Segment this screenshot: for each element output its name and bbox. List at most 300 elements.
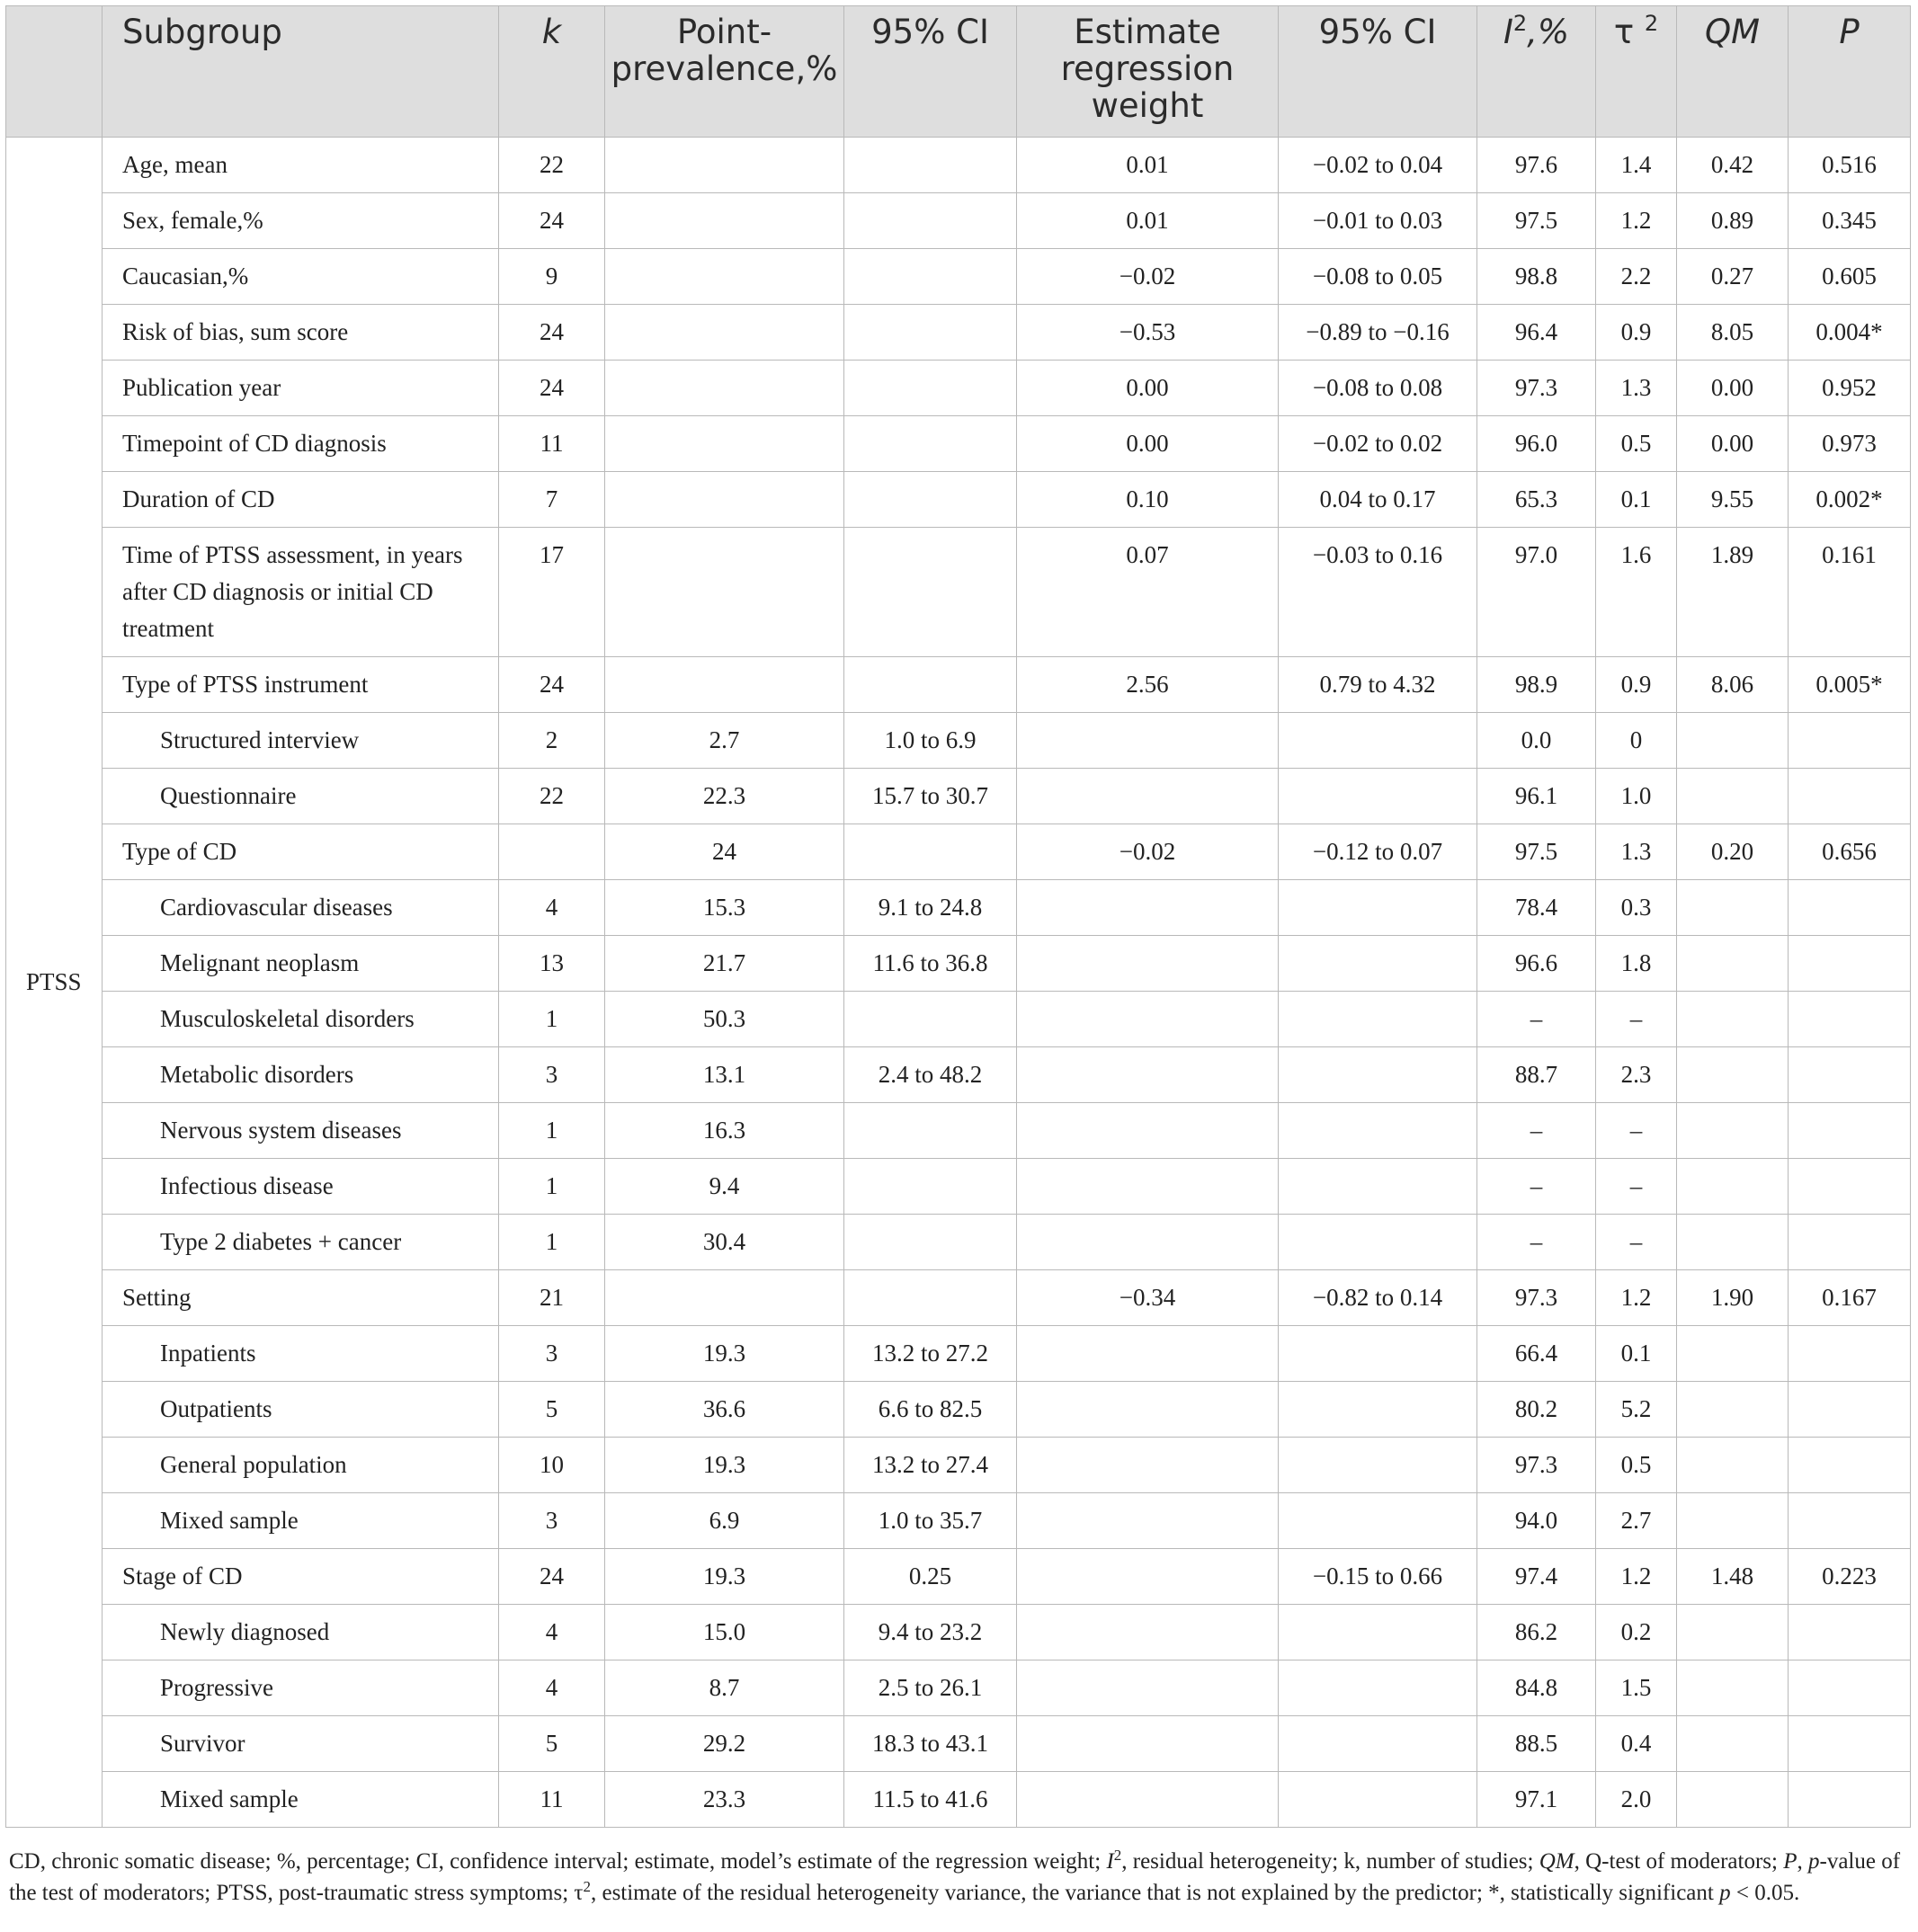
cell-i2: 97.3 <box>1477 1270 1596 1326</box>
table-row <box>6 936 1911 992</box>
footnote-part7: < 0.05. <box>1730 1881 1800 1905</box>
cell-estimate: 0.01 <box>1017 138 1279 193</box>
cell-point-prevalence <box>605 528 844 657</box>
cell-i2: 0.0 <box>1477 713 1596 769</box>
cell-point-prevalence: 30.4 <box>605 1215 844 1270</box>
cell-estimate <box>1017 769 1279 824</box>
cell-estimate <box>1017 1326 1279 1382</box>
cell-estimate: 2.56 <box>1017 657 1279 713</box>
table-row <box>6 657 1911 713</box>
cell-qm: 8.05 <box>1677 305 1789 361</box>
footnote-part3: , Q-test of moderators; <box>1574 1849 1784 1874</box>
cell-p <box>1789 1438 1911 1493</box>
cell-i2: 96.4 <box>1477 305 1596 361</box>
cell-i2: 88.5 <box>1477 1716 1596 1772</box>
cell-qm <box>1677 1326 1789 1382</box>
cell-subgroup-label: Mixed sample <box>103 1772 499 1828</box>
cell-subgroup-label: Nervous system diseases <box>103 1103 499 1159</box>
cell-ci-estimate <box>1279 880 1477 936</box>
cell-qm <box>1677 1493 1789 1549</box>
cell-k <box>499 824 605 880</box>
table-row <box>6 528 1911 657</box>
cell-i2: 65.3 <box>1477 472 1596 528</box>
cell-i2: 97.3 <box>1477 1438 1596 1493</box>
cell-point-prevalence: 22.3 <box>605 769 844 824</box>
cell-point-prevalence: 6.9 <box>605 1493 844 1549</box>
cell-qm <box>1677 1605 1789 1660</box>
cell-ci-estimate <box>1279 936 1477 992</box>
cell-qm: 0.00 <box>1677 416 1789 472</box>
cell-tau2: 1.2 <box>1596 193 1677 249</box>
header-ci-prevalence: 95% CI <box>844 6 1017 138</box>
cell-estimate <box>1017 713 1279 769</box>
cell-ci-prevalence <box>844 657 1017 713</box>
cell-p <box>1789 936 1911 992</box>
cell-i2: – <box>1477 1103 1596 1159</box>
cell-k: 1 <box>499 1103 605 1159</box>
cell-qm <box>1677 1438 1789 1493</box>
cell-k: 24 <box>499 657 605 713</box>
cell-qm: 1.89 <box>1677 528 1789 657</box>
cell-subgroup-label: Metabolic disorders <box>103 1047 499 1103</box>
cell-p: 0.605 <box>1789 249 1911 305</box>
cell-i2: 97.4 <box>1477 1549 1596 1605</box>
cell-subgroup-label: Duration of CD <box>103 472 499 528</box>
cell-tau2: 1.0 <box>1596 769 1677 824</box>
cell-tau2: 5.2 <box>1596 1382 1677 1438</box>
header-k: k <box>499 6 605 138</box>
cell-estimate <box>1017 1047 1279 1103</box>
table-row <box>6 193 1911 249</box>
cell-ci-estimate <box>1279 1605 1477 1660</box>
cell-tau2: 2.0 <box>1596 1772 1677 1828</box>
cell-p <box>1789 769 1911 824</box>
cell-ci-estimate: −0.12 to 0.07 <box>1279 824 1477 880</box>
cell-i2: – <box>1477 992 1596 1047</box>
cell-estimate: −0.02 <box>1017 249 1279 305</box>
cell-k: 22 <box>499 138 605 193</box>
cell-p: 0.656 <box>1789 824 1911 880</box>
header-estimate: Estimate regression weight <box>1017 6 1279 138</box>
cell-p: 0.002* <box>1789 472 1911 528</box>
cell-point-prevalence: 19.3 <box>605 1326 844 1382</box>
cell-k: 9 <box>499 249 605 305</box>
cell-qm <box>1677 1103 1789 1159</box>
cell-k: 24 <box>499 361 605 416</box>
cell-point-prevalence: 13.1 <box>605 1047 844 1103</box>
cell-subgroup-label: Progressive <box>103 1660 499 1716</box>
cell-estimate <box>1017 1605 1279 1660</box>
header-i2-sup: 2 <box>1512 11 1528 36</box>
cell-subgroup-label: Mixed sample <box>103 1493 499 1549</box>
cell-i2: 97.6 <box>1477 138 1596 193</box>
cell-i2: 84.8 <box>1477 1660 1596 1716</box>
cell-estimate <box>1017 1382 1279 1438</box>
cell-tau2: 0.3 <box>1596 880 1677 936</box>
table-row <box>6 1660 1911 1716</box>
cell-i2: 97.5 <box>1477 824 1596 880</box>
table-row <box>6 1772 1911 1828</box>
header-i2-base: I <box>1503 13 1513 51</box>
cell-point-prevalence: 23.3 <box>605 1772 844 1828</box>
cell-estimate: −0.53 <box>1017 305 1279 361</box>
cell-k: 3 <box>499 1047 605 1103</box>
cell-i2: 97.1 <box>1477 1772 1596 1828</box>
cell-qm: 1.90 <box>1677 1270 1789 1326</box>
cell-p <box>1789 1382 1911 1438</box>
cell-k: 24 <box>499 305 605 361</box>
table-row <box>6 1605 1911 1660</box>
cell-ci-prevalence <box>844 305 1017 361</box>
cell-ci-estimate: −0.02 to 0.02 <box>1279 416 1477 472</box>
footnote-part4: , <box>1797 1849 1808 1874</box>
cell-subgroup-label: Inpatients <box>103 1326 499 1382</box>
cell-k: 3 <box>499 1326 605 1382</box>
cell-ci-estimate: −0.08 to 0.08 <box>1279 361 1477 416</box>
table-row <box>6 1549 1911 1605</box>
cell-ci-estimate: 0.79 to 4.32 <box>1279 657 1477 713</box>
cell-i2: 80.2 <box>1477 1382 1596 1438</box>
cell-subgroup-label: Survivor <box>103 1716 499 1772</box>
cell-ci-estimate: −0.02 to 0.04 <box>1279 138 1477 193</box>
cell-ci-prevalence: 1.0 to 35.7 <box>844 1493 1017 1549</box>
cell-p: 0.973 <box>1789 416 1911 472</box>
cell-i2: 96.0 <box>1477 416 1596 472</box>
table-row <box>6 1159 1911 1215</box>
cell-ci-prevalence <box>844 249 1017 305</box>
cell-point-prevalence: 29.2 <box>605 1716 844 1772</box>
cell-p <box>1789 1215 1911 1270</box>
cell-ci-estimate <box>1279 713 1477 769</box>
cell-p: 0.161 <box>1789 528 1911 657</box>
cell-tau2: 1.2 <box>1596 1270 1677 1326</box>
cell-tau2: 0.5 <box>1596 1438 1677 1493</box>
cell-ci-estimate: −0.03 to 0.16 <box>1279 528 1477 657</box>
cell-estimate <box>1017 1549 1279 1605</box>
cell-i2: 97.3 <box>1477 361 1596 416</box>
cell-ci-estimate <box>1279 1215 1477 1270</box>
cell-tau2: 0.1 <box>1596 1326 1677 1382</box>
cell-ci-estimate <box>1279 1047 1477 1103</box>
cell-subgroup-label: Setting <box>103 1270 499 1326</box>
cell-estimate <box>1017 1772 1279 1828</box>
cell-i2: 66.4 <box>1477 1326 1596 1382</box>
cell-k: 3 <box>499 1493 605 1549</box>
cell-k: 4 <box>499 880 605 936</box>
cell-ci-estimate <box>1279 1772 1477 1828</box>
cell-p: 0.004* <box>1789 305 1911 361</box>
cell-qm: 0.42 <box>1677 138 1789 193</box>
cell-estimate <box>1017 880 1279 936</box>
footnote-p-sig: p <box>1719 1881 1731 1905</box>
cell-subgroup-label: Age, mean <box>103 138 499 193</box>
cell-ci-prevalence: 9.4 to 23.2 <box>844 1605 1017 1660</box>
cell-tau2: 1.3 <box>1596 361 1677 416</box>
table-row <box>6 880 1911 936</box>
cell-subgroup-label: General population <box>103 1438 499 1493</box>
cell-i2: – <box>1477 1159 1596 1215</box>
cell-tau2: 1.3 <box>1596 824 1677 880</box>
table-body <box>6 138 1911 1828</box>
cell-qm: 0.20 <box>1677 824 1789 880</box>
header-blank <box>6 6 103 138</box>
cell-subgroup-label: Cardiovascular diseases <box>103 880 499 936</box>
cell-ci-estimate <box>1279 1326 1477 1382</box>
cell-k: 24 <box>499 193 605 249</box>
table-row <box>6 249 1911 305</box>
cell-ci-prevalence: 13.2 to 27.4 <box>844 1438 1017 1493</box>
cell-point-prevalence <box>605 193 844 249</box>
table-row <box>6 1493 1911 1549</box>
cell-ci-estimate <box>1279 1438 1477 1493</box>
cell-p: 0.223 <box>1789 1549 1911 1605</box>
table-row <box>6 1326 1911 1382</box>
cell-tau2: 0.4 <box>1596 1716 1677 1772</box>
cell-ci-estimate: −0.82 to 0.14 <box>1279 1270 1477 1326</box>
cell-k: 2 <box>499 713 605 769</box>
cell-ci-prevalence <box>844 992 1017 1047</box>
cell-ci-estimate <box>1279 1716 1477 1772</box>
cell-tau2: 0.2 <box>1596 1605 1677 1660</box>
cell-point-prevalence <box>605 305 844 361</box>
cell-qm <box>1677 1660 1789 1716</box>
cell-ci-estimate <box>1279 1660 1477 1716</box>
cell-subgroup-label: Melignant neoplasm <box>103 936 499 992</box>
cell-ci-prevalence <box>844 1270 1017 1326</box>
table-row <box>6 472 1911 528</box>
cell-subgroup-label: Structured interview <box>103 713 499 769</box>
cell-estimate <box>1017 1159 1279 1215</box>
cell-qm: 9.55 <box>1677 472 1789 528</box>
cell-estimate: 0.07 <box>1017 528 1279 657</box>
cell-p <box>1789 1660 1911 1716</box>
cell-estimate <box>1017 1716 1279 1772</box>
cell-p: 0.167 <box>1789 1270 1911 1326</box>
cell-point-prevalence: 16.3 <box>605 1103 844 1159</box>
cell-point-prevalence <box>605 361 844 416</box>
cell-p <box>1789 1326 1911 1382</box>
cell-ci-prevalence: 18.3 to 43.1 <box>844 1716 1017 1772</box>
cell-subgroup-label: Caucasian,% <box>103 249 499 305</box>
cell-ci-prevalence: 1.0 to 6.9 <box>844 713 1017 769</box>
cell-estimate: 0.00 <box>1017 416 1279 472</box>
cell-ci-estimate <box>1279 992 1477 1047</box>
cell-subgroup-label: Risk of bias, sum score <box>103 305 499 361</box>
cell-qm <box>1677 1215 1789 1270</box>
cell-qm <box>1677 880 1789 936</box>
cell-i2: 97.0 <box>1477 528 1596 657</box>
cell-qm <box>1677 936 1789 992</box>
header-subgroup: Subgroup <box>103 6 499 138</box>
cell-qm: 0.27 <box>1677 249 1789 305</box>
cell-tau2: 1.5 <box>1596 1660 1677 1716</box>
table-row <box>6 1382 1911 1438</box>
table-row <box>6 1438 1911 1493</box>
cell-ci-estimate <box>1279 1159 1477 1215</box>
cell-tau2: 2.3 <box>1596 1047 1677 1103</box>
cell-ci-estimate: 0.04 to 0.17 <box>1279 472 1477 528</box>
cell-ci-prevalence <box>844 193 1017 249</box>
cell-p <box>1789 1605 1911 1660</box>
cell-subgroup-label: Type of PTSS instrument <box>103 657 499 713</box>
cell-ci-prevalence <box>844 528 1017 657</box>
header-tau2 <box>1596 6 1677 138</box>
cell-subgroup-label: Timepoint of CD diagnosis <box>103 416 499 472</box>
cell-estimate: −0.34 <box>1017 1270 1279 1326</box>
cell-i2: 98.9 <box>1477 657 1596 713</box>
table-row <box>6 1103 1911 1159</box>
cell-point-prevalence <box>605 138 844 193</box>
cell-qm: 0.89 <box>1677 193 1789 249</box>
cell-k: 7 <box>499 472 605 528</box>
cell-subgroup-label: Outpatients <box>103 1382 499 1438</box>
cell-tau2: 0.5 <box>1596 416 1677 472</box>
cell-tau2: 1.2 <box>1596 1549 1677 1605</box>
cell-ci-estimate <box>1279 1382 1477 1438</box>
cell-point-prevalence: 8.7 <box>605 1660 844 1716</box>
table-row <box>6 1215 1911 1270</box>
cell-ci-prevalence: 11.6 to 36.8 <box>844 936 1017 992</box>
cell-qm <box>1677 1716 1789 1772</box>
header-tau-base: τ <box>1613 13 1635 51</box>
cell-tau2: – <box>1596 1159 1677 1215</box>
cell-subgroup-label: Type of CD <box>103 824 499 880</box>
cell-k: 24 <box>499 1549 605 1605</box>
cell-subgroup-label: Musculoskeletal disorders <box>103 992 499 1047</box>
cell-tau2: 1.8 <box>1596 936 1677 992</box>
cell-point-prevalence: 36.6 <box>605 1382 844 1438</box>
header-i2-suffix: ,% <box>1527 13 1570 51</box>
cell-p: 0.516 <box>1789 138 1911 193</box>
header-qm: QM <box>1677 6 1789 138</box>
footnote-p: P <box>1783 1849 1798 1874</box>
cell-ci-prevalence <box>844 361 1017 416</box>
cell-ci-prevalence: 6.6 to 82.5 <box>844 1382 1017 1438</box>
meta-regression-table <box>5 5 1911 1828</box>
cell-estimate: 0.00 <box>1017 361 1279 416</box>
cell-p <box>1789 1716 1911 1772</box>
cell-tau2: – <box>1596 1103 1677 1159</box>
cell-p <box>1789 1047 1911 1103</box>
cell-k: 13 <box>499 936 605 992</box>
cell-qm <box>1677 1772 1789 1828</box>
table-row <box>6 992 1911 1047</box>
cell-estimate: −0.02 <box>1017 824 1279 880</box>
footnote-part5: -value of the test of moderators; PTSS, post-traumatic stress symptoms; τ <box>9 1849 1901 1905</box>
cell-estimate <box>1017 1660 1279 1716</box>
table-row <box>6 713 1911 769</box>
cell-k: 17 <box>499 528 605 657</box>
cell-i2: 94.0 <box>1477 1493 1596 1549</box>
cell-estimate <box>1017 992 1279 1047</box>
cell-point-prevalence <box>605 472 844 528</box>
cell-p: 0.005* <box>1789 657 1911 713</box>
cell-k: 11 <box>499 416 605 472</box>
table-row <box>6 305 1911 361</box>
cell-ci-prevalence <box>844 138 1017 193</box>
cell-point-prevalence: 2.7 <box>605 713 844 769</box>
cell-qm <box>1677 769 1789 824</box>
header-point-prevalence: Point-prevalence,% <box>605 6 844 138</box>
cell-estimate <box>1017 1438 1279 1493</box>
cell-qm <box>1677 1159 1789 1215</box>
cell-tau2: 2.7 <box>1596 1493 1677 1549</box>
cell-ci-estimate <box>1279 1493 1477 1549</box>
cell-k: 1 <box>499 1159 605 1215</box>
cell-tau2: 2.2 <box>1596 249 1677 305</box>
cell-ci-estimate <box>1279 1103 1477 1159</box>
cell-ci-prevalence: 2.4 to 48.2 <box>844 1047 1017 1103</box>
header-p: P <box>1789 6 1911 138</box>
cell-k: 22 <box>499 769 605 824</box>
cell-tau2: – <box>1596 1215 1677 1270</box>
cell-k: 11 <box>499 1772 605 1828</box>
cell-ci-prevalence <box>844 1215 1017 1270</box>
cell-point-prevalence: 15.3 <box>605 880 844 936</box>
cell-p <box>1789 713 1911 769</box>
cell-ci-estimate: −0.89 to −0.16 <box>1279 305 1477 361</box>
cell-point-prevalence <box>605 657 844 713</box>
cell-ci-estimate: −0.01 to 0.03 <box>1279 193 1477 249</box>
footnote-i2-base: I <box>1106 1849 1114 1874</box>
cell-i2: 88.7 <box>1477 1047 1596 1103</box>
cell-ci-prevalence <box>844 416 1017 472</box>
cell-i2: 96.1 <box>1477 769 1596 824</box>
cell-p <box>1789 1493 1911 1549</box>
footnote-part2: , residual heterogeneity; k, number of studies; <box>1121 1849 1539 1874</box>
footnote-p-lower: p <box>1808 1849 1820 1874</box>
table-row <box>6 361 1911 416</box>
cell-qm: 1.48 <box>1677 1549 1789 1605</box>
cell-point-prevalence: 50.3 <box>605 992 844 1047</box>
cell-qm <box>1677 1382 1789 1438</box>
cell-p <box>1789 1772 1911 1828</box>
cell-subgroup-label: Time of PTSS assessment, in years after CD diagnosis or initial CD treatment <box>103 528 499 657</box>
cell-k: 1 <box>499 992 605 1047</box>
cell-estimate: 0.01 <box>1017 193 1279 249</box>
cell-tau2: 1.4 <box>1596 138 1677 193</box>
cell-point-prevalence: 21.7 <box>605 936 844 992</box>
cell-ci-prevalence <box>844 472 1017 528</box>
cell-ci-prevalence: 9.1 to 24.8 <box>844 880 1017 936</box>
table-row <box>6 1047 1911 1103</box>
table-row <box>6 769 1911 824</box>
cell-p <box>1789 1159 1911 1215</box>
footnote-part6: , estimate of the residual heterogeneity variance, the variance that is not explained by the predictor; *, statistically significant <box>590 1881 1720 1905</box>
footnote-qm: QM <box>1539 1849 1575 1874</box>
header-ci-estimate: 95% CI <box>1279 6 1477 138</box>
header-i2 <box>1477 6 1596 138</box>
cell-ci-prevalence <box>844 824 1017 880</box>
cell-ci-prevalence: 0.25 <box>844 1549 1017 1605</box>
table-row <box>6 824 1911 880</box>
header-tau-sup: 2 <box>1644 11 1659 36</box>
table-footnote <box>9 1846 1906 1909</box>
header-row <box>6 6 1911 138</box>
cell-ci-estimate: −0.15 to 0.66 <box>1279 1549 1477 1605</box>
cell-estimate <box>1017 936 1279 992</box>
cell-tau2: 0.1 <box>1596 472 1677 528</box>
cell-subgroup-label: Sex, female,% <box>103 193 499 249</box>
cell-point-prevalence: 19.3 <box>605 1549 844 1605</box>
cell-ci-prevalence: 13.2 to 27.2 <box>844 1326 1017 1382</box>
cell-k: 1 <box>499 1215 605 1270</box>
cell-k: 5 <box>499 1716 605 1772</box>
cell-qm: 0.00 <box>1677 361 1789 416</box>
cell-estimate <box>1017 1493 1279 1549</box>
cell-p <box>1789 1103 1911 1159</box>
cell-i2: – <box>1477 1215 1596 1270</box>
